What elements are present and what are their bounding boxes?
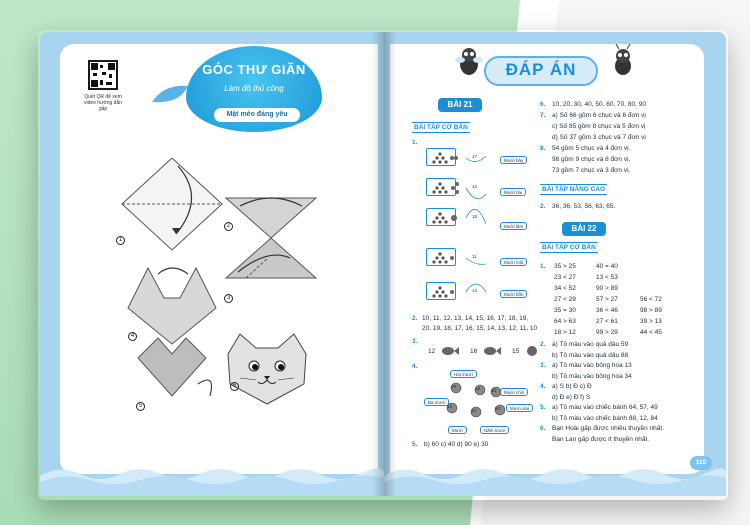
question-num-3: 3. <box>412 338 418 345</box>
answer-header: ĐÁP ÁN <box>505 60 577 79</box>
rc-text-3: d) Số 37 gồm 3 chục và 7 đơn vị <box>552 134 646 141</box>
craft-name-pill: Mặt mèo đáng yêu <box>214 108 300 122</box>
advanced-answer: 36, 36, 53, 56, 63, 65. <box>552 203 616 210</box>
question-num-5: 5. <box>412 441 418 448</box>
number-word-tag-3: Mười lăm <box>500 222 527 230</box>
q4-tag-5: Mười <box>448 426 467 434</box>
rc-text-6: 73 gồm 7 chục và 3 đơn vị. <box>552 167 631 174</box>
box-number-3: 15 <box>472 214 478 219</box>
book-spine <box>372 32 396 496</box>
q4-tag-1: Hai mươi <box>450 370 477 378</box>
q4-number-2: 19 <box>475 386 481 391</box>
rc-text-0: 10, 20, 30, 40, 50, 60, 70, 80, 90 <box>552 101 646 108</box>
comparison-cell: 23 < 27 <box>554 274 576 281</box>
rc-num-4: 8. <box>540 145 546 152</box>
q4-tag-2: Mười chín <box>500 388 528 396</box>
box-number-2: 12 <box>472 184 478 189</box>
b22-answer-num: 3. <box>540 362 546 369</box>
origami-steps-diagram <box>118 158 348 408</box>
rc-text-2: c) Số 85 gồm 8 chục và 5 đơn vị <box>552 123 646 130</box>
q4-number-4: 16 <box>447 404 453 409</box>
b22-question-num-1: 1. <box>540 263 546 270</box>
b22-answer-text: b) Tô màu vào bông hoa 34 <box>552 372 632 380</box>
q3-number-3: 15 <box>512 348 520 355</box>
comparison-cell: 90 > 89 <box>596 285 618 292</box>
q4-tag-4: Mười sáu <box>506 404 533 412</box>
question-num-1: 1. <box>412 139 418 146</box>
b22-answer-text: a) Tô màu vào quả dâu 59 <box>552 341 629 348</box>
question-num-2: 2. <box>412 315 418 322</box>
left-page-wave-decor <box>40 462 384 496</box>
ant-mascot-icon <box>606 44 640 78</box>
comparison-cell: 18 > 12 <box>554 329 576 336</box>
comparison-cell: 34 < 52 <box>554 285 576 292</box>
qr-code[interactable] <box>88 60 118 90</box>
page-number: 119 <box>690 456 712 470</box>
b22-answer-text: Bạn Lan gấp được ít thuyền nhất. <box>552 435 650 443</box>
number-word-tag-5: Mười bốn <box>500 290 527 298</box>
box-number-4: 11 <box>472 254 477 259</box>
section-basic-21: BÀI TẬP CƠ BẢN <box>414 124 468 131</box>
comparison-cell: 56 < 72 <box>640 296 662 303</box>
q4-number-3: 30 <box>491 388 497 393</box>
q5-answer: b) 60 c) 40 d) 90 e) 30 <box>424 441 489 448</box>
b22-answer-num: 4. <box>540 383 546 390</box>
step-number-3: 3 <box>224 294 233 303</box>
q4-number-6: 50 <box>495 406 501 411</box>
box-number-5: 14 <box>472 288 478 293</box>
rc-text-4: 54 gồm 5 chục và 4 đơn vị. <box>552 145 631 152</box>
leaf-decor-icon <box>150 80 190 110</box>
b22-answer-text: a) Tô màu vào bông hoa 13 <box>552 362 632 369</box>
number-word-tag-1: Mười bảy <box>500 156 527 164</box>
page-subtitle: Làm đồ thủ công <box>224 84 284 93</box>
bee-mascot-icon <box>452 44 486 78</box>
comparison-cell: 36 < 46 <box>596 307 618 314</box>
section-advanced-21: BÀI TẬP NÂNG CAO <box>542 186 606 193</box>
comparison-cell: 27 < 61 <box>596 318 618 325</box>
q4-tag-3: Ba mươi <box>424 398 449 406</box>
b22-answer-text: a) S b) Đ c) Đ <box>552 383 592 390</box>
b22-answer-text: a) Tô màu vào chiếc bánh 64, 57, 49 <box>552 404 658 411</box>
step-number-1: 1 <box>116 236 125 245</box>
comparison-cell: 44 < 45 <box>640 329 662 336</box>
section-basic-22: BÀI TẬP CƠ BẢN <box>542 244 596 251</box>
step-number-5: 5 <box>136 402 145 411</box>
b22-answer-num: 6. <box>540 425 546 432</box>
comparison-cell: 27 < 29 <box>554 296 576 303</box>
right-page-wave-decor <box>384 462 726 496</box>
comparison-cell: 40 = 40 <box>596 263 618 270</box>
step-number-4: 4 <box>128 332 137 341</box>
lesson-badge-22: BÀI 22 <box>562 222 606 236</box>
rc-num-1: 7. <box>540 112 546 119</box>
q3-number-2: 16 <box>470 348 478 355</box>
b22-answer-num: 5. <box>540 404 546 411</box>
number-word-tag-2: Mười hai <box>500 188 526 196</box>
comparison-cell: 39 > 13 <box>640 318 662 325</box>
b22-answer-text: d) Đ e) Đ f) S <box>552 393 591 401</box>
b22-answer-text: b) Tô màu vào quả dâu 88 <box>552 351 629 359</box>
q2-line-1: 10, 11, 12, 13, 14, 15, 16, 17, 18, 19, <box>422 315 529 322</box>
q4-number-1: 20 <box>451 384 457 389</box>
advanced-num: 2. <box>540 203 546 210</box>
qr-caption: Quét QR để xem video hướng dẫn gấp <box>83 94 123 112</box>
q2-line-2: 20, 19, 18, 17, 16, 15, 14, 13, 12, 11, 10 <box>422 325 538 332</box>
b22-answer-text: Bạn Hoài gấp được nhiều thuyền nhất. <box>552 425 664 432</box>
lesson-badge-21: BÀI 21 <box>438 98 482 112</box>
comparison-cell: 35 = 30 <box>554 307 576 314</box>
comparison-cell: 13 < 53 <box>596 274 618 281</box>
page-title: GÓC THƯ GIÃN <box>202 62 306 77</box>
b22-answer-num: 2. <box>540 341 546 348</box>
comparison-cell: 57 > 27 <box>596 296 618 303</box>
rc-text-1: a) Số 66 gồm 6 chục và 6 đơn vị <box>552 112 646 119</box>
question-num-4: 4. <box>412 363 418 370</box>
q3-number-1: 12 <box>428 348 436 355</box>
dot-pyramids-illustration <box>426 146 486 304</box>
comparison-cell: 98 > 89 <box>640 307 662 314</box>
comparison-cell: 64 > 63 <box>554 318 576 325</box>
rc-text-5: 98 gồm 9 chục và 8 đơn vị. <box>552 156 631 163</box>
b22-answer-text: b) Tô màu vào chiếc bánh 88, 12, 84 <box>552 414 658 422</box>
step-number-6: 6 <box>230 382 239 391</box>
rc-num-0: 6. <box>540 101 546 108</box>
comparison-cell: 35 > 25 <box>554 263 576 270</box>
q3-fish-icons <box>440 344 540 358</box>
q4-tag-6: Năm mươi <box>480 426 509 434</box>
step-number-2: 2 <box>224 222 233 231</box>
number-word-tag-4: Mười một <box>500 258 527 266</box>
box-number-1: 17 <box>472 154 478 159</box>
comparison-cell: 99 > 29 <box>596 329 618 336</box>
q4-number-5: 10 <box>471 408 477 413</box>
